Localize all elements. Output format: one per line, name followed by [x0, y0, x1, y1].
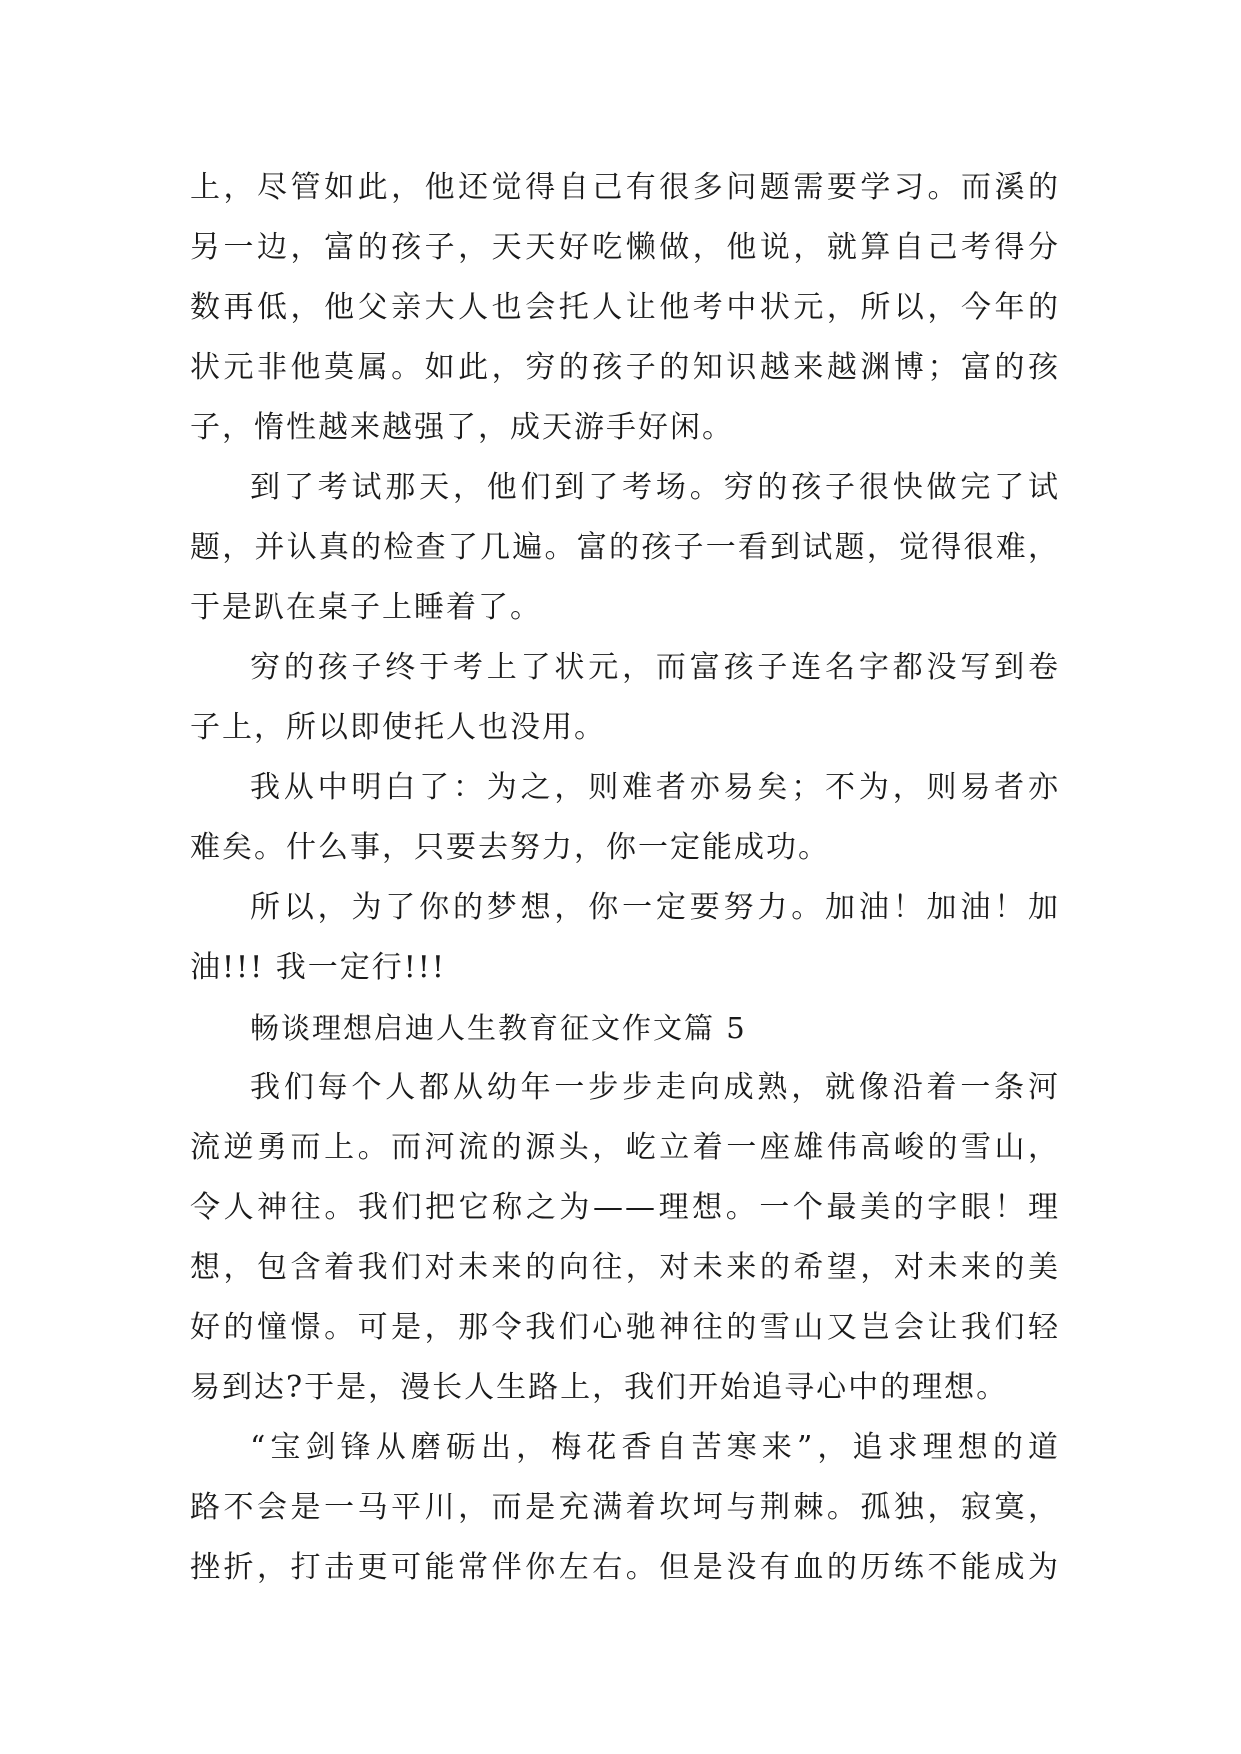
text-line: 易到达?于是，漫长人生路上，我们开始追寻心中的理想。: [190, 1370, 1009, 1405]
paragraph-first-line: 穷的孩子终于考上了状元，而富孩子连名字都没写到卷: [250, 650, 1060, 685]
paragraph-first-line: 我从中明白了：为之，则难者亦易矣；不为，则易者亦: [250, 770, 1060, 805]
text-line: 于是趴在桌子上睡着了。: [190, 590, 542, 625]
text-line: 油!!! 我一定行!!!: [190, 950, 446, 985]
paragraph-first-line: 所以，为了你的梦想，你一定要努力。加油！加油！加: [250, 890, 1060, 925]
paragraph-first-line: 我们每个人都从幼年一步步走向成熟，就像沿着一条河: [250, 1070, 1060, 1105]
text-line: 难矣。什么事，只要去努力，你一定能成功。: [190, 830, 830, 865]
text-line: 子上，所以即使托人也没用。: [190, 710, 606, 745]
section-heading: 畅谈理想启迪人生教育征文作文篇 5: [250, 1011, 747, 1045]
paragraph-first-line: “宝剑锋从磨砺出，梅花香自苦寒来”，追求理想的道: [250, 1430, 1060, 1465]
text-line: 状元非他莫属。如此，穷的孩子的知识越来越渊博；富的孩: [190, 350, 1060, 385]
text-line: 流逆勇而上。而河流的源头，屹立着一座雄伟高峻的雪山，: [190, 1130, 1060, 1165]
text-line: 路不会是一马平川，而是充满着坎坷与荆棘。孤独，寂寞，: [190, 1490, 1060, 1525]
text-line: 好的憧憬。可是，那令我们心驰神往的雪山又岂会让我们轻: [190, 1310, 1060, 1345]
text-line: 令人神往。我们把它称之为——理想。一个最美的字眼！理: [190, 1190, 1060, 1225]
text-line: 子，惰性越来越强了，成天游手好闲。: [190, 410, 734, 445]
text-line: 挫折，打击更可能常伴你左右。但是没有血的历练不能成为: [190, 1550, 1060, 1585]
essay-body: [190, 158, 1060, 1598]
text-line: 题，并认真的检查了几遍。富的孩子一看到试题，觉得很难，: [190, 530, 1060, 565]
text-line: 另一边，富的孩子，天天好吃懒做，他说，就算自己考得分: [190, 230, 1060, 265]
text-line: 想，包含着我们对未来的向往，对未来的希望，对未来的美: [190, 1250, 1060, 1285]
text-line: 上，尽管如此，他还觉得自己有很多问题需要学习。而溪的: [190, 170, 1060, 205]
paragraph-first-line: 到了考试那天，他们到了考场。穷的孩子很快做完了试: [250, 470, 1060, 505]
text-line: 数再低，他父亲大人也会托人让他考中状元，所以，今年的: [190, 290, 1060, 325]
